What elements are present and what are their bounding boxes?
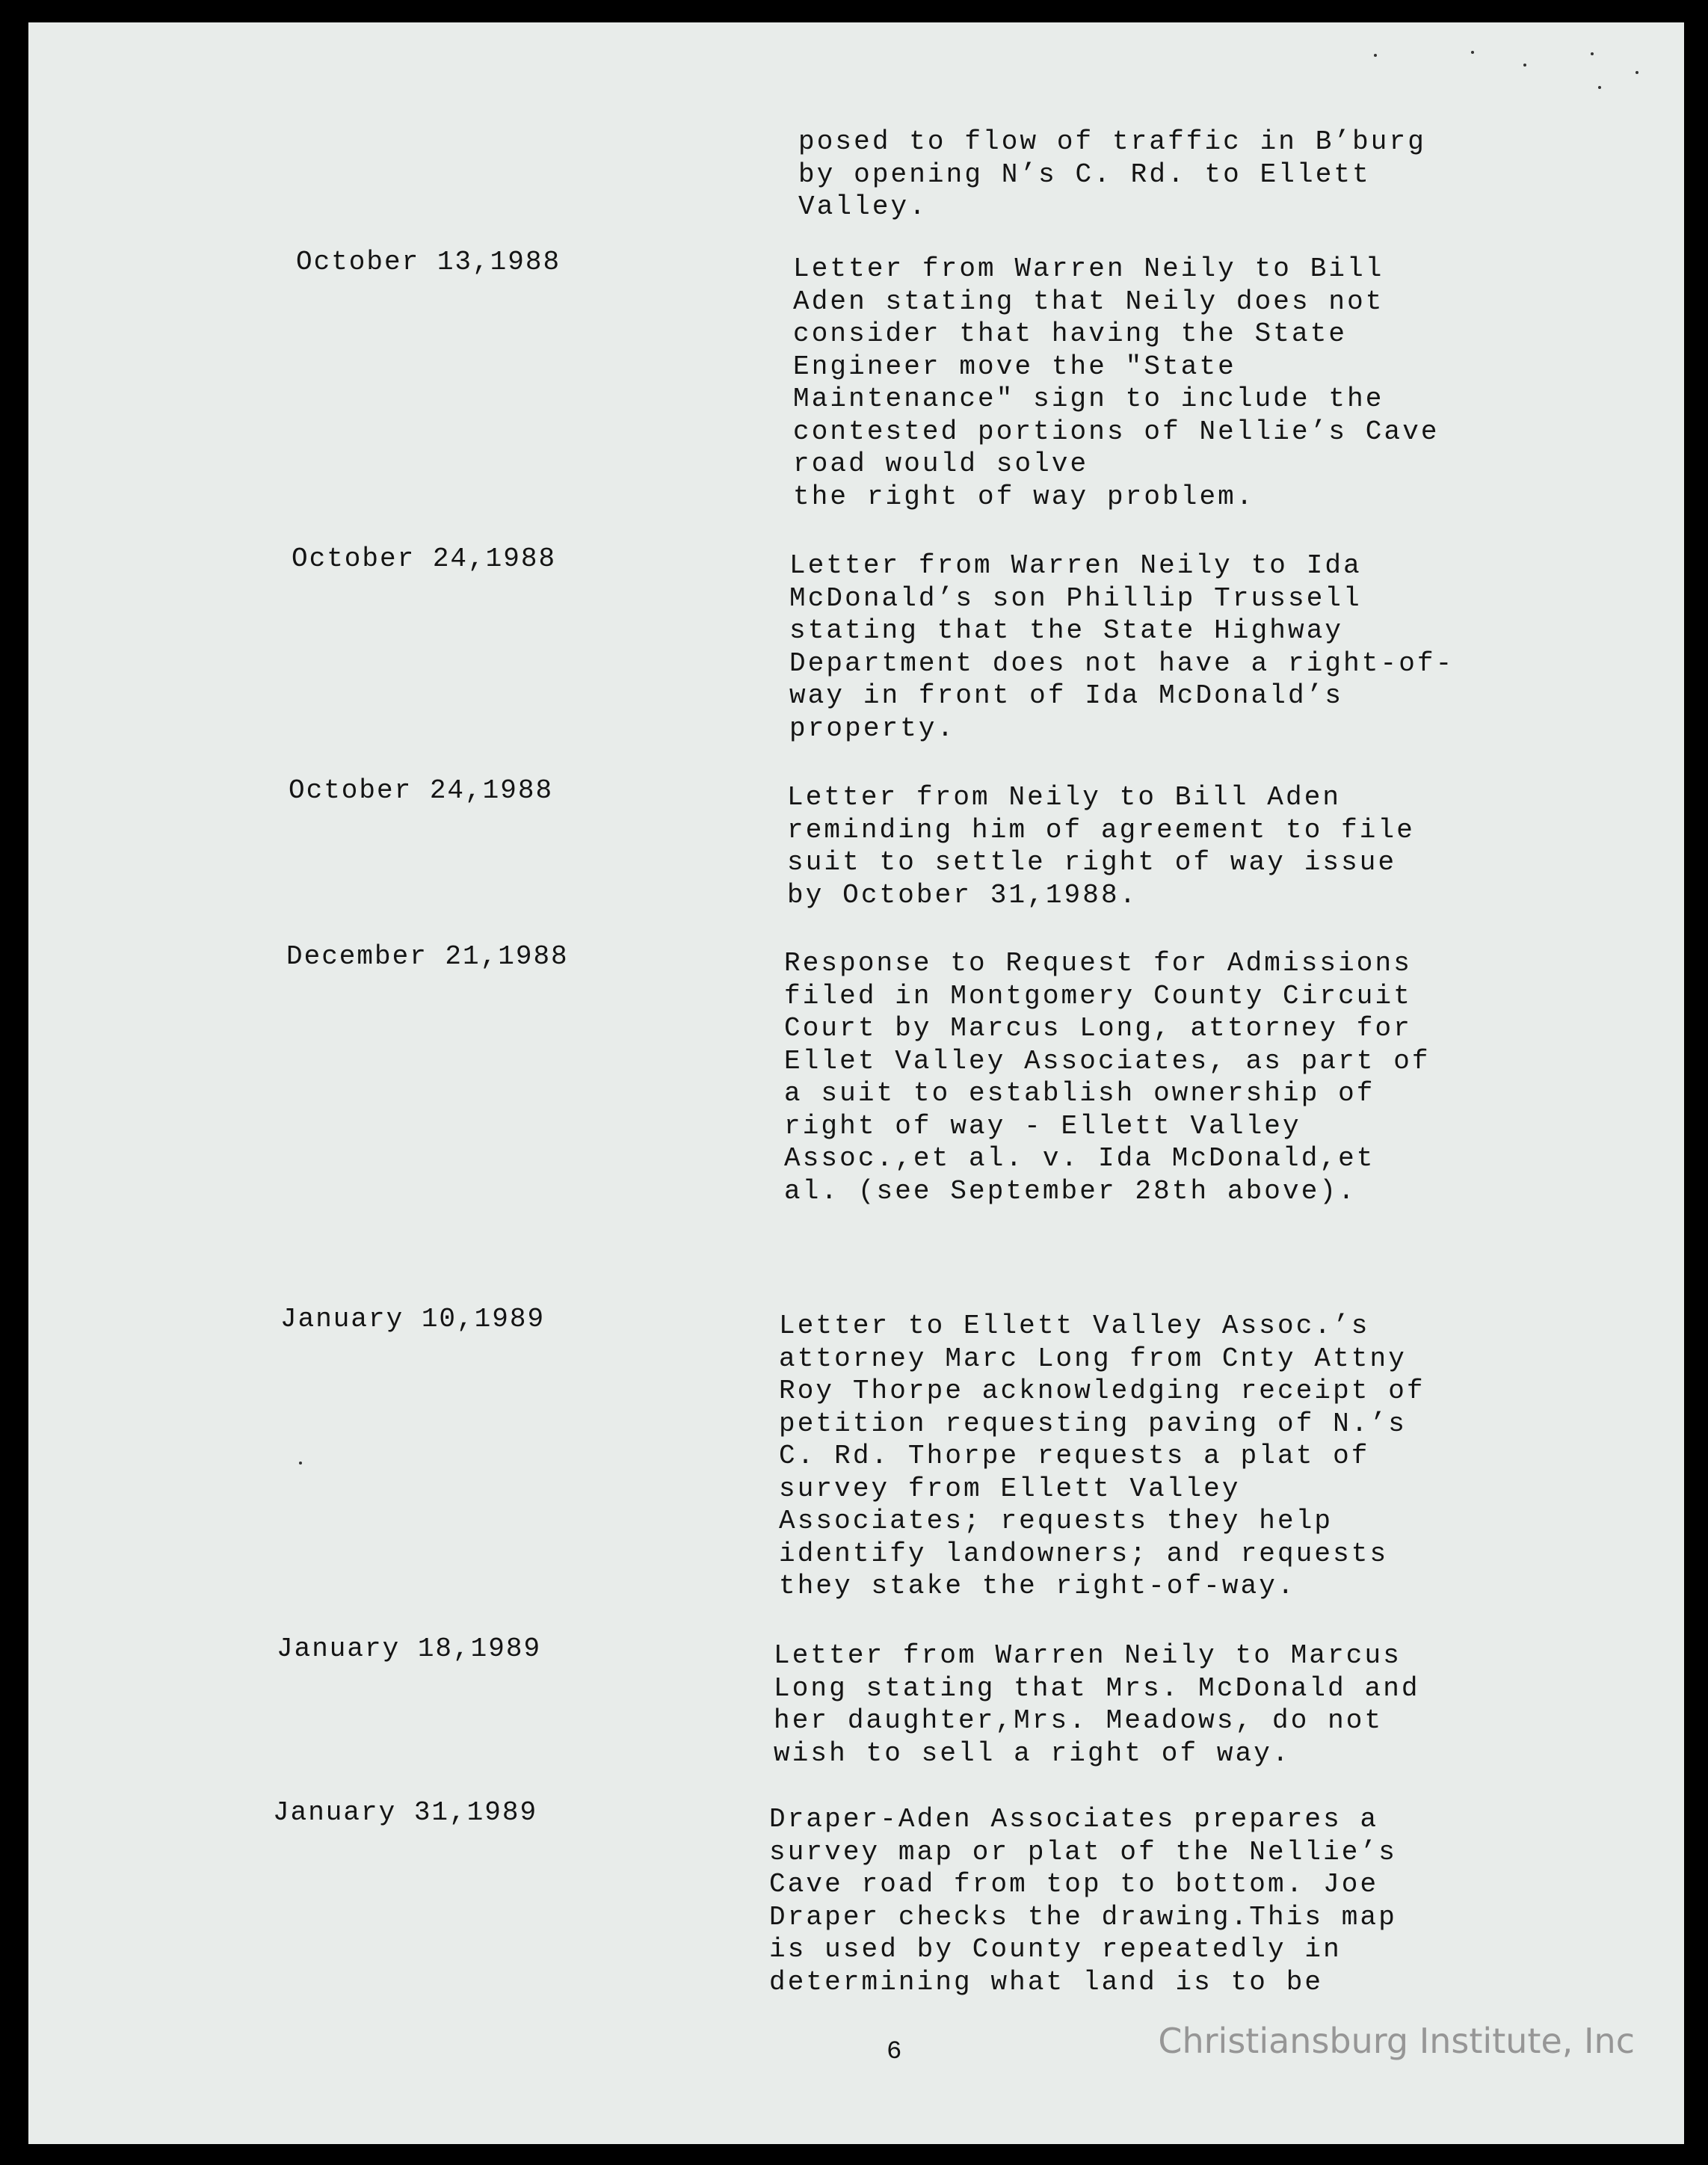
watermark-text: Christiansburg Institute, Inc (1158, 2021, 1635, 2061)
entry-description: Letter from Neily to Bill Aden reminding him of agreement to file suit to settle right of way issue by October 31,1988. (787, 782, 1415, 911)
entry-date: December 21,1988 (286, 941, 569, 972)
continuation-text: posed to flow of traffic in B’burg by opening N’s C. Rd. to Ellett Valley. (798, 126, 1426, 222)
paper-speck (1523, 64, 1526, 67)
entry-date: January 31,1989 (273, 1797, 538, 1828)
document-page (28, 22, 1684, 2144)
entry-date: January 10,1989 (280, 1304, 546, 1334)
page-number: 6 (887, 2038, 902, 2066)
entry-description: Response to Request for Admissions filed in Montgomery County Circuit Court by Marcus Long, attorney for Ellet Valley Associates, as part of a suit to establish ownership of right of way - Ellett Valley Assoc.,et al. v. Ida McDonald,et al. (see September 28th above). (784, 948, 1431, 1207)
paper-speck (1635, 71, 1638, 74)
paper-speck (1374, 54, 1377, 57)
paper-speck (1591, 52, 1594, 55)
entry-date: October 24,1988 (289, 775, 554, 806)
paper-speck (1471, 51, 1474, 54)
entry-date: October 13,1988 (296, 247, 561, 277)
entry-description: Draper-Aden Associates prepares a survey map or plat of the Nellie’s Cave road from top to bottom. Joe Draper checks the drawing.This map is used by County repeatedly in determining what land is to be (769, 1804, 1397, 1998)
entry-description: Letter from Warren Neily to Marcus Long stating that Mrs. McDonald and her daughter,Mrs. Meadows, do not wish to sell a right of way. (774, 1640, 1420, 1769)
entry-date: January 18,1989 (277, 1633, 542, 1664)
paper-speck (1598, 86, 1601, 89)
paper-speck (299, 1462, 302, 1465)
entry-description: Letter from Warren Neily to Bill Aden stating that Neily does not consider that having the State Engineer move the "State Maintenance" sign to include the contested portions of Nellie’s Cave road would solve the right of way problem. (793, 253, 1440, 512)
entry-date: October 24,1988 (292, 543, 557, 574)
entry-description: Letter from Warren Neily to Ida McDonald’s son Phillip Trussell stating that the State Highway Department does not have a right-of- way in front of Ida McDonald’s property. (789, 550, 1455, 744)
entry-description: Letter to Ellett Valley Assoc.’s attorney Marc Long from Cnty Attny Roy Thorpe acknowledging receipt of petition requesting paving of N.’s C. Rd. Thorpe requests a plat of survey from Ellett Valley Associates; requests they help identify landowners; and requests they stake the right-of-way. (779, 1311, 1425, 1601)
